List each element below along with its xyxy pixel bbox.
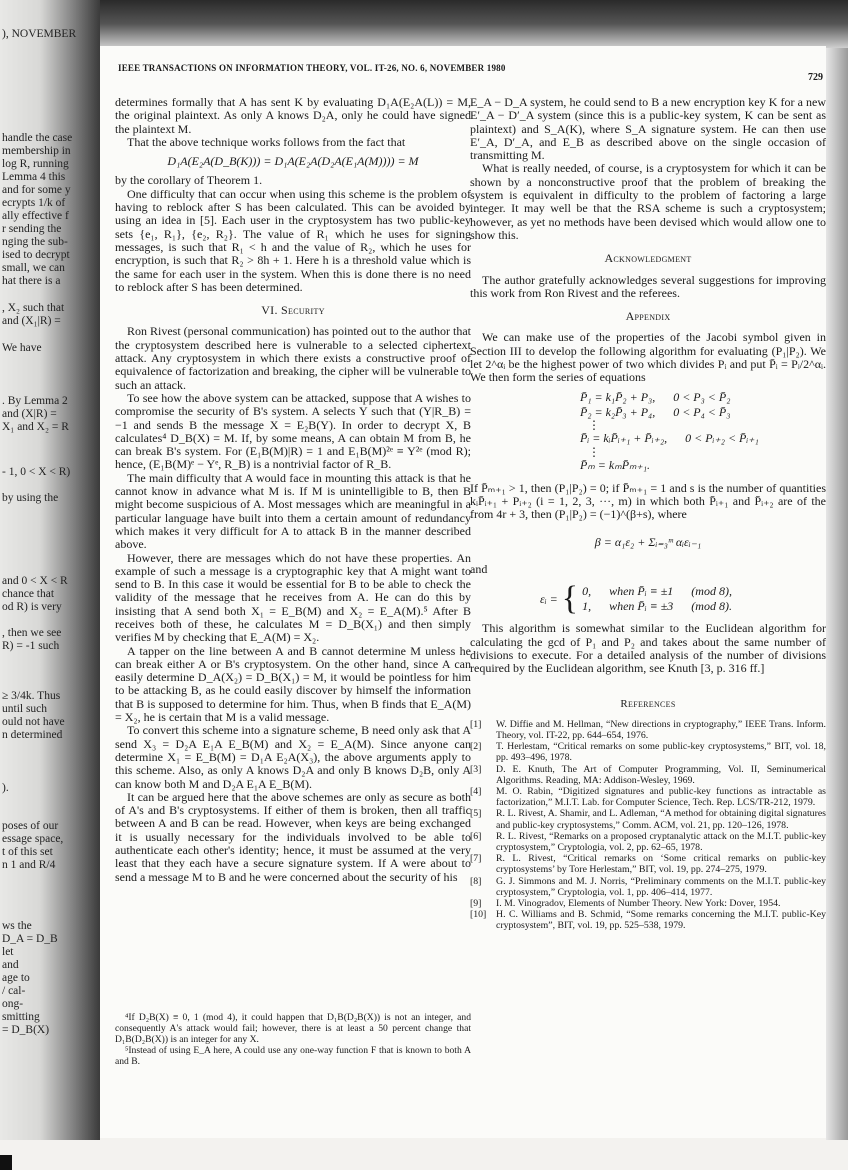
paragraph: To convert this scheme into a signature scheme, B need only ask that A send X₃ = D₂A E₁A E_B(M) and X₂ = E_A(M). Since anyone can determine X₁ = E_B(M) = D₁A E₂A(X₃), the above arguments apply to this scheme. Also, as only A knows D₂A and only B knows D₂B, only A can know both M and D₂A E₁A E_B(M). xyxy=(115,723,471,791)
reference-number: [7] xyxy=(470,853,482,865)
reference-number: [1] xyxy=(470,718,482,730)
reference-item xyxy=(470,898,826,909)
reference-text: M. O. Rabin, “Digitized signatures and public-key functions as intractable as factorization,” M.I.T. Lab. for Computer Science, Tech. Rep. LCS/TR-212, 1979. xyxy=(496,786,826,809)
reference-item xyxy=(470,764,826,786)
bleed-text-fragment: ecrypts 1/k of xyxy=(2,197,66,209)
brace: { xyxy=(561,580,579,618)
bleed-text-fragment: and 0 < X < R xyxy=(2,575,68,587)
paragraph: and xyxy=(470,562,488,577)
bleed-text-fragment: , then we see xyxy=(2,627,62,639)
bleed-text-fragment: and (X₁|R) = xyxy=(2,315,61,327)
reference-number: [2] xyxy=(470,741,482,753)
equation-lhs: εᵢ = xyxy=(540,591,558,606)
bleed-text-fragment: n determined xyxy=(2,729,63,741)
bleed-text-fragment: ong- xyxy=(2,998,24,1010)
bleed-text-fragment: until such xyxy=(2,703,48,715)
paragraph: What is really needed, of course, is a cryptosystem for which it can be shown by a nonconstructive proof that the problem of breaking the system is equivalent in difficulty to the problem of factoring a large integer. It may well be that the RSA scheme is such a cryptosystem; however, as yet no methods have been devised which would allow one to show this. xyxy=(470,161,826,242)
scan-corner xyxy=(0,1155,12,1170)
reference-text: I. M. Vinogradov, Elements of Number Theory. New York: Dover, 1954. xyxy=(496,898,781,910)
paragraph: by the corollary of Theorem 1. xyxy=(115,173,263,188)
reference-number: [10] xyxy=(470,909,487,921)
paragraph: determines formally that A has sent K by evaluating D₁A(E₂A(L)) = M, the original plaintext. As only A knows D₂A, only he could have signed the plaintext M. xyxy=(115,95,471,136)
bleed-text-fragment: ould not have xyxy=(2,716,65,728)
section-heading: VI. Security xyxy=(261,303,325,318)
bleed-text-fragment: t of this set xyxy=(2,846,53,858)
bleed-text-fragment: ally effective f xyxy=(2,210,69,222)
running-head: IEEE TRANSACTIONS ON INFORMATION THEORY, VOL. IT-26, NO. 6, NOVEMBER 1980 xyxy=(118,63,506,73)
equation-series xyxy=(470,391,826,472)
bleed-text-fragment: , X₂ such that xyxy=(2,302,65,314)
equation: P̄ᵢ = kᵢP̄ᵢ₊₁ + P̄ᵢ₊₂, 0 < Pᵢ₊₂ < P̄ᵢ₊₁ xyxy=(580,431,759,446)
bleed-text-fragment: age to xyxy=(2,972,30,984)
bleed-text-fragment: R) = -1 such xyxy=(2,640,60,652)
paragraph: We can make use of the properties of the Jacobi symbol given in Section III to develop the following algorithm for evaluating (P₁|P₂). We let 2^αᵢ be the highest power of two which divides Pᵢ and put P̄ᵢ = Pᵢ/2^αᵢ. We then form the series of equations xyxy=(470,330,826,385)
case-row: 1, when P̄ᵢ ≡ ±3 (mod 8). xyxy=(582,599,732,614)
bleed-text-fragment: smitting xyxy=(2,1011,40,1023)
footnote-5: ⁵Instead of using E_A here, A could use any one-way function F that is known to both A and B. xyxy=(115,1045,471,1067)
bleed-text-fragment: essage space, xyxy=(2,833,64,845)
reference-text: D. E. Knuth, The Art of Computer Programming, Vol. II, Seminumerical Algorithms. Reading, MA: Addison-Wesley, 1969. xyxy=(496,763,826,786)
reference-text: R. L. Rivest, “Critical remarks on ‘Some critical remarks on public-key cryptosystems’ by Tore Herlestam,” BIT, vol. 19, pp. 274–275, 1979. xyxy=(496,853,826,876)
appendix-heading: Appendix xyxy=(625,309,671,324)
paragraph: Ron Rivest (personal communication) has pointed out to the author that the cryptosystem described here is vulnerable to a selected ciphertext attack. Any cryptosystem in which there exists a constructive proof of equivalence of factorization and breaking, the cipher will be vulnerable to such an attack. xyxy=(115,324,471,392)
bleed-text-fragment: and for some y xyxy=(2,184,71,196)
reference-item xyxy=(470,831,826,853)
piecewise-equation xyxy=(540,580,826,618)
bleed-text-fragment: ). xyxy=(2,782,9,794)
bleed-text-fragment: by using the xyxy=(2,492,59,504)
right-column xyxy=(470,96,826,932)
reference-number: [3] xyxy=(470,763,482,775)
bleed-text-fragment: and xyxy=(2,959,19,971)
reference-text: G. J. Simmons and M. J. Norris, “Preliminary comments on the M.I.T. public-key cryptosystem,” Cryptologia, vol. 1, pp. 406–414, 1977. xyxy=(496,875,826,898)
paragraph: A tapper on the line between A and B cannot determine M unless he can break either A or B's cryptosystem. On the other hand, since A can easily determine D_A(X₂) = D_B(X₁) = M, it would be pointless for him to be attacking B, as he could easily discover by himself the information that B is supposed to determine for him. Thus, when B finds that E_A(M) = X₂, he is certain that M is a valid message. xyxy=(115,643,471,725)
paragraph: One difficulty that can occur when using this scheme is the problem of having to reblock after S has been calculated. This can be avoided by using an idea in [5]. Each user in the cryptosystem has two public-key sets {e₁, R₁}, {e₂, R₂}. The value of R₁ which he uses for signing messages, is such that R₁ < h and the value of R₂, which he uses for encryption, is such that R₂ > 8h + 1. Here h is a threshold value which is the same for each user in the system. When this is done there is no need to reblock after S has been determined. xyxy=(115,186,471,294)
page-number: 729 xyxy=(808,72,823,83)
vertical-ellipsis: ⋮ xyxy=(588,418,600,433)
bleed-text-fragment: D_A = D_B xyxy=(2,933,58,945)
bleed-text-fragment: let xyxy=(2,946,14,958)
reference-item xyxy=(470,741,826,763)
bleed-text-fragment: - 1, 0 < X < R) xyxy=(2,466,71,478)
bleed-text-fragment: handle the case xyxy=(2,132,73,144)
equation: D₁A(E₂A(D_B(K))) = D₁A(E₂A(D₂A(E₁A(M)))) = M xyxy=(167,154,419,169)
paragraph: E_A − D_A system, he could send to B a new encryption key K for a new E′_A − D′_A system (since this is a public-key system, K can be sent as plaintext) and S_A(K), where S_A signature system. He can then use E′_A, D′_A, and E_B as described above on the single occasion of transmitting M. xyxy=(470,95,826,163)
left-column xyxy=(115,96,471,884)
reference-number: [4] xyxy=(470,786,482,798)
bleed-text-fragment: membership in xyxy=(2,145,71,157)
equation: P̄ₘ = kₘP̄ₘ₊₁. xyxy=(580,457,651,472)
bleed-text-fragment: = D_B(X) xyxy=(2,1024,50,1036)
paragraph: If P̄ₘ₊₁ > 1, then (P₁|P₂) = 0; if P̄ₘ₊₁ = 1 and s is the number of quantities kᵢP̄ᵢ₊₁ + Pᵢ₊₂ (i = 1, 2, 3, ···, m) in which both P̄ᵢ₊₁ and P̄ᵢ₊₂ are of the from 4r + 3, then (P₁|P₂) = (−1)^(β+s), where xyxy=(470,480,826,522)
reference-item xyxy=(470,719,826,741)
bleed-text-fragment: ws the xyxy=(2,920,32,932)
bleed-text-fragment: X₁ and X₂ = R xyxy=(2,421,69,433)
bleed-text-fragment: and (X|R) = xyxy=(2,408,57,420)
reference-text: R. L. Rivest, “Remarks on a proposed cryptanalytic attack on the M.I.T. public-key cryptosystem,” Cryptologia, vol. 2, pp. 62–65, 1978. xyxy=(496,830,826,854)
case-row: 0, when P̄ᵢ ≡ ±1 (mod 8), xyxy=(582,584,732,599)
reference-text: W. Diffie and M. Hellman, “New directions in cryptography,” IEEE Trans. Inform. Theory, vol. IT-22, pp. 644–654, 1976. xyxy=(496,718,826,741)
bleed-text-fragment: ≥ 3/4k. Thus xyxy=(2,690,61,702)
reference-item xyxy=(470,786,826,808)
scan-shadow-right xyxy=(826,40,848,1140)
bleed-text-fragment: n 1 and R/4 xyxy=(2,859,56,871)
vertical-ellipsis: ⋮ xyxy=(588,444,600,459)
reference-text: R. L. Rivest, A. Shamir, and L. Adleman, “A method for obtaining digital signatures and public-key cryptosystems,” Comm. ACM, vol. 21, pp. 120–126, 1978. xyxy=(496,808,826,831)
bleed-text-fragment: poses of our xyxy=(2,820,59,832)
reference-item xyxy=(470,853,826,875)
bleed-text-fragment: / cal- xyxy=(2,985,26,997)
equation: β = α₁ε₂ + Σᵢ₌₃ᵐ αᵢεᵢ₋₁ xyxy=(594,534,702,549)
reference-item xyxy=(470,876,826,898)
reference-number: [6] xyxy=(470,830,482,842)
scan-shadow-top xyxy=(0,0,848,48)
paragraph: That the above technique works follows from the fact that xyxy=(127,134,406,149)
reference-item xyxy=(470,909,826,931)
bleed-text-fragment: ised to decrypt xyxy=(2,249,70,261)
bleed-text-fragment: r sending the xyxy=(2,223,62,235)
paragraph: To see how the above system can be attacked, suppose that A wishes to compromise the security of B's system. A selects Y such that (Y|R_B) = −1 and sends B the message X = E₂B(Y). In order to decrypt X, B calculates⁴ D_B(X) = M. If, by some means, A can obtain M from B, he can break B's system. For (E₁B(M)|R) = 1 and E₁B(M)²ᵉ ≡ Y²ᵉ (mod R); hence, (E₁B(M)ᵉ − Yᵉ, R_B) is a nontrivial factor of R_B. xyxy=(115,390,471,472)
reference-list xyxy=(470,719,826,932)
references-heading: References xyxy=(620,697,676,710)
bleed-text-fragment: log R, running xyxy=(2,158,69,170)
bleed-text-fragment: chance that xyxy=(2,588,55,600)
acknowledgment-heading: Acknowledgment xyxy=(604,251,692,266)
paragraph: However, there are messages which do not have these properties. An example of such a message is a cryptographic key that A might want to send to B. In this case it would be essential for B to be able to check the validity of the message that he receives from A. He can do this by insisting that A send both X₁ = E_B(M) and X₂ = E_A(M).⁵ After B receives both of these, he calculates M = D_B(X₁) and then simply verifies M by checking that E_A(M) = X₂. xyxy=(115,550,471,645)
paragraph: This algorithm is somewhat similar to the Euclidean algorithm for calculating the gcd of P₁ and P₂ and takes about the same number of divisions to execute. For a detailed analysis of the number of divisions required by the Euclidean algorithm, see Knuth [3, p. 316 ff.] xyxy=(470,621,826,676)
bleed-text-fragment: ), NOVEMBER xyxy=(2,28,77,40)
bleed-text-fragment: Lemma 4 this xyxy=(2,171,66,183)
reference-number: [8] xyxy=(470,875,482,887)
paragraph: It can be argued here that the above schemes are only as secure as both of A's and B's cryptosystems. If either of them is broken, then all traffic between A and B can be read. However, when keys are being exchanged it is usually necessary for the individuals involved to be able to authenticate each other's identity; hence, it must be assumed at the very least that they each have a secure signature system. If A were about to send a message M to B and he were concerned about the security of his xyxy=(115,789,471,884)
paragraph: The author gratefully acknowledges several suggestions for improving this work from Ron Rivest and the referees. xyxy=(470,272,826,300)
footnote-4: ⁴If D₂B(X) ≡ 0, 1 (mod 4), it could happen that D₁B(D₂B(X)) is not an integer, and consequently A's attack would fail; however, there is at least a 50 percent change that D₁B(D₂B(X)) is an integer for any X. xyxy=(115,1012,471,1045)
reference-item xyxy=(470,808,826,830)
reference-number: [5] xyxy=(470,808,482,820)
equation: P̄₁ = k₁P̄₂ + P₃, 0 < P₃ < P̄₂ xyxy=(580,389,731,404)
bleed-text-fragment: od R) is very xyxy=(2,601,62,613)
bleed-text-fragment: small, we can xyxy=(2,262,65,274)
bleed-text-fragment: We have xyxy=(2,342,42,354)
reference-number: [9] xyxy=(470,898,482,910)
reference-text: H. C. Williams and B. Schmid, “Some remarks concerning the M.I.T. public-Key cryptosystem”, BIT, vol. 19, pp. 525–538, 1979. xyxy=(496,909,826,932)
footnotes xyxy=(115,1012,471,1067)
paragraph: The main difficulty that A would face in mounting this attack is that he cannot know in advance what M is. If M is unintelligible to B, then B might become suspicious of A. Most messages which are meaningful in a particular language have built into them a certain amount of redundancy which makes it very difficult for A to attack B in the manner described above. xyxy=(115,470,471,552)
bleed-text-fragment: hat there is a xyxy=(2,275,61,287)
equation: P̄₂ = k₂P̄₃ + P₄, 0 < P₄ < P̄₃ xyxy=(580,404,731,419)
bleed-text-fragment: . By Lemma 2 xyxy=(2,395,68,407)
bleed-text-fragment: nging the sub- xyxy=(2,236,68,248)
reference-text: T. Herlestam, “Critical remarks on some public-key cryptosystems,” BIT, vol. 18, pp. 493–496, 1978. xyxy=(496,741,826,764)
previous-page-bleed xyxy=(0,0,100,1140)
